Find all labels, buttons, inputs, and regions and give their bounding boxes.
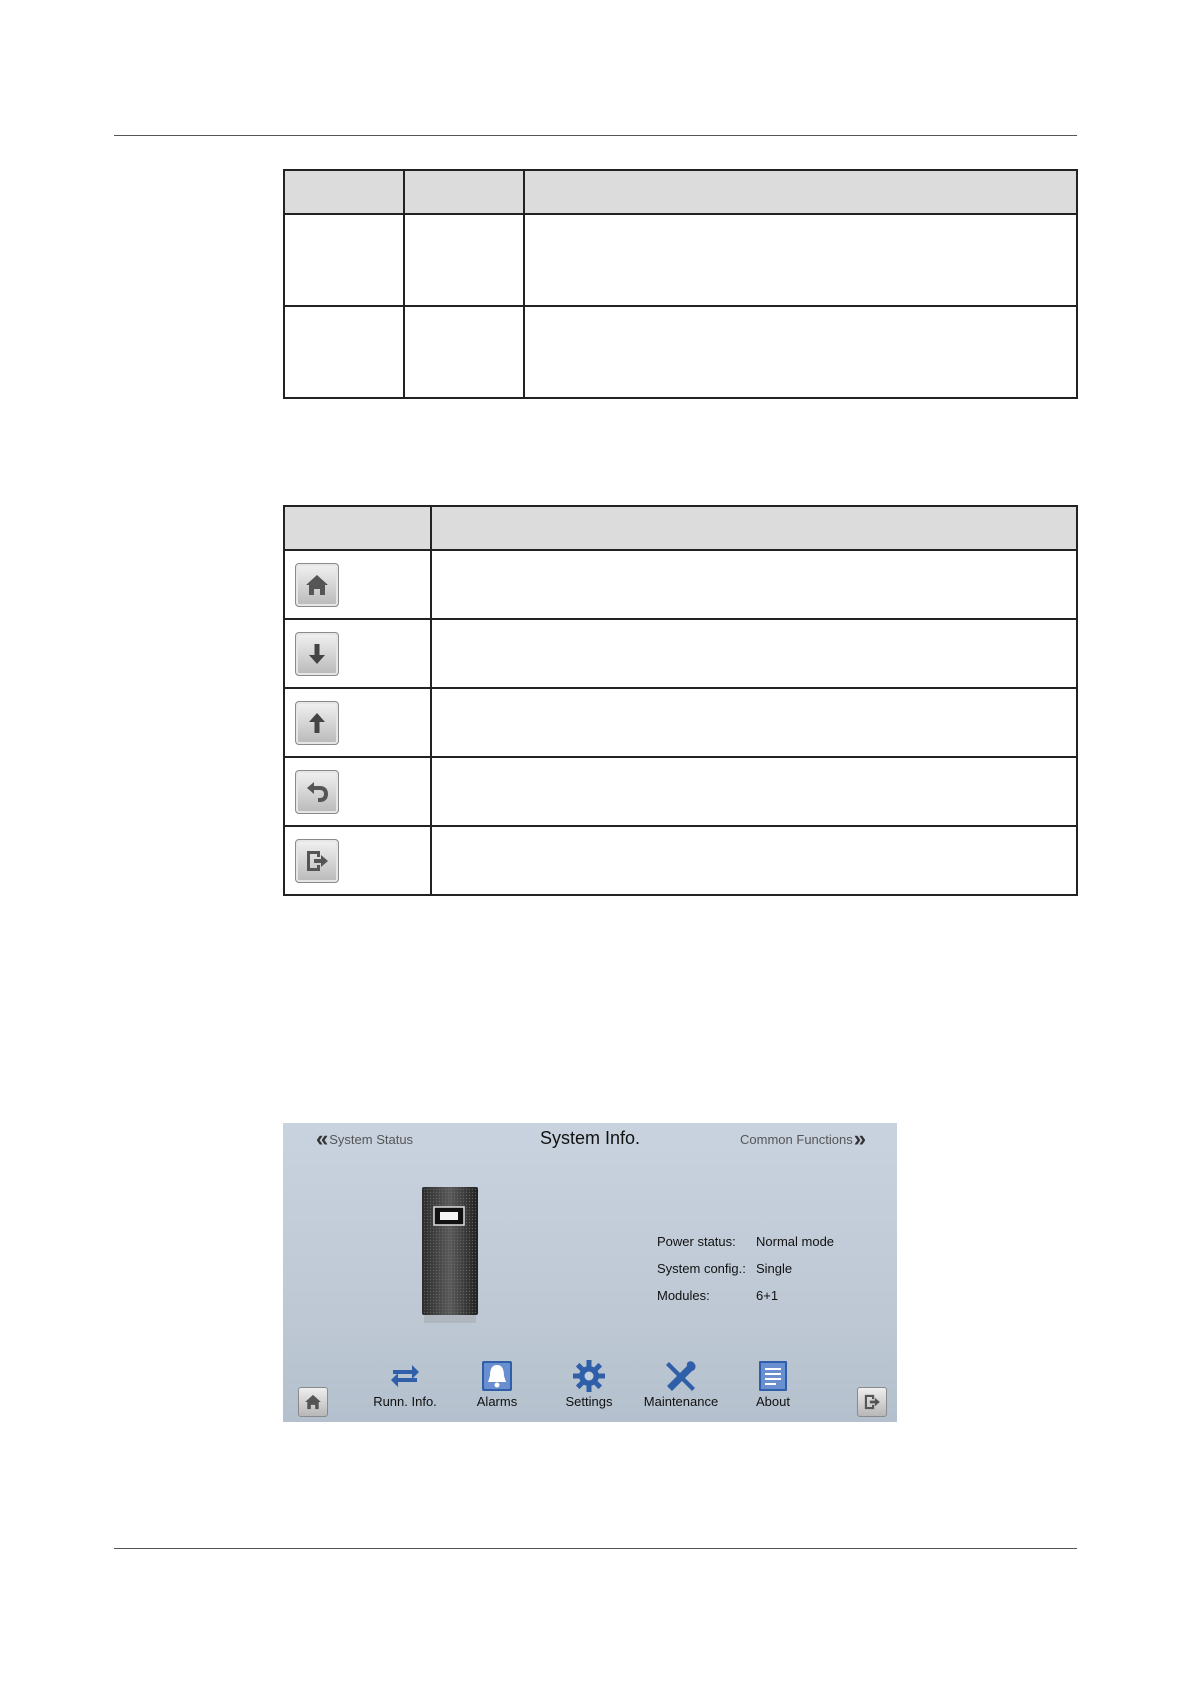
- bell-icon: [480, 1359, 514, 1393]
- header-cell: [284, 170, 404, 214]
- table-header-row: [284, 170, 1077, 214]
- toolbar-alarms[interactable]: [452, 1359, 542, 1409]
- exit-button[interactable]: [857, 1387, 887, 1417]
- info-value: Single: [756, 1261, 793, 1276]
- home-icon[interactable]: [295, 563, 339, 607]
- info-label: Power status:: [657, 1234, 736, 1249]
- home-icon: [303, 1392, 323, 1412]
- nav-next[interactable]: [740, 1126, 867, 1151]
- arrow-down-icon[interactable]: [295, 632, 339, 676]
- info-row-system-config: [657, 1255, 834, 1282]
- table-cell: [404, 214, 524, 306]
- table-row: [284, 306, 1077, 398]
- document-icon: [756, 1359, 790, 1393]
- table-cell: [524, 306, 1077, 398]
- header-rule: [114, 135, 1077, 136]
- header-cell: [524, 170, 1077, 214]
- header-cell: [431, 506, 1077, 550]
- info-row-power-status: [657, 1228, 834, 1255]
- info-value: Normal mode: [756, 1234, 835, 1249]
- table-row: [284, 550, 1077, 619]
- table-cell: [431, 826, 1077, 895]
- table-cell: [431, 688, 1077, 757]
- toolbar-label: Settings: [565, 1394, 613, 1409]
- toolbar-settings[interactable]: [544, 1359, 634, 1409]
- double-chevron-left-icon: «: [316, 1126, 329, 1151]
- toolbar-maintenance[interactable]: [636, 1359, 726, 1409]
- table-row: [284, 619, 1077, 688]
- info-label: System config.:: [657, 1261, 746, 1276]
- gear-icon: [572, 1359, 606, 1393]
- icon-cell: [284, 688, 431, 757]
- toolbar-label: About: [756, 1394, 790, 1409]
- header-cell: [404, 170, 524, 214]
- table-row: [284, 826, 1077, 895]
- toolbar-label: Alarms: [476, 1394, 518, 1409]
- icon-cell: [284, 619, 431, 688]
- ups-cabinet-image: [420, 1185, 480, 1325]
- table-cell: [284, 214, 404, 306]
- home-button[interactable]: [298, 1387, 328, 1417]
- table-header-row: [284, 506, 1077, 550]
- icon-cell: [284, 757, 431, 826]
- icon-cell: [284, 826, 431, 895]
- system-info-list: [657, 1228, 834, 1309]
- info-row-modules: [657, 1282, 834, 1309]
- toolbar-label: Maintenance: [643, 1394, 719, 1409]
- back-icon[interactable]: [295, 770, 339, 814]
- table-row: [284, 757, 1077, 826]
- table-cell: [284, 306, 404, 398]
- table-cell: [431, 619, 1077, 688]
- header-cell: [284, 506, 431, 550]
- arrow-up-icon[interactable]: [295, 701, 339, 745]
- toolbar-label: Runn. Info.: [373, 1394, 437, 1409]
- parameter-table: [283, 169, 1078, 399]
- footer-rule: [114, 1548, 1077, 1549]
- table-cell: [431, 550, 1077, 619]
- info-value: 6+1: [756, 1288, 779, 1303]
- table-cell: [404, 306, 524, 398]
- info-label: Modules:: [657, 1288, 710, 1303]
- icon-table: [283, 505, 1078, 896]
- table-row: [284, 688, 1077, 757]
- tools-icon: [664, 1359, 698, 1393]
- system-info-screen: [283, 1123, 897, 1422]
- double-chevron-right-icon: »: [853, 1126, 866, 1151]
- toolbar-about[interactable]: [728, 1359, 818, 1409]
- transfer-arrows-icon: [388, 1359, 422, 1393]
- table-cell: [431, 757, 1077, 826]
- nav-next-label: Common Functions: [740, 1131, 853, 1147]
- nav-previous-label: System Status: [329, 1131, 414, 1147]
- exit-icon: [862, 1392, 882, 1412]
- table-cell: [524, 214, 1077, 306]
- table-row: [284, 214, 1077, 306]
- exit-icon[interactable]: [295, 839, 339, 883]
- icon-cell: [284, 550, 431, 619]
- screen-title: System Info.: [539, 1128, 641, 1148]
- toolbar-runn-info[interactable]: [360, 1359, 450, 1409]
